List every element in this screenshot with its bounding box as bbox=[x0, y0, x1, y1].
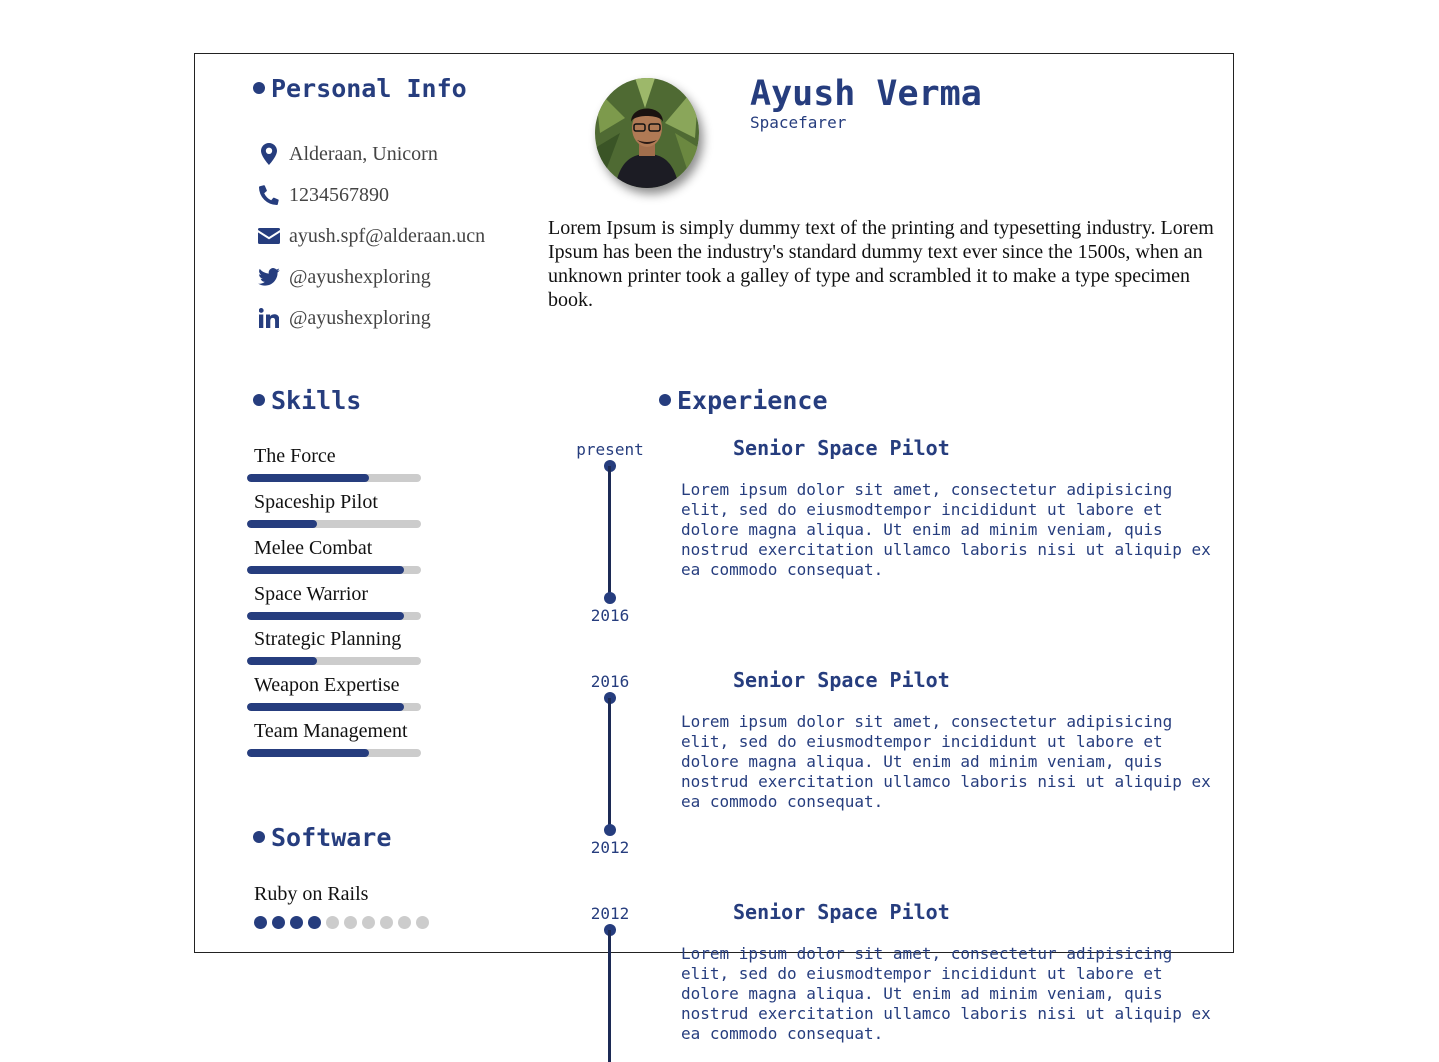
skill-progress-fill bbox=[247, 612, 404, 620]
skill-label: Weapon Expertise bbox=[254, 674, 400, 696]
skill-progress-bar bbox=[247, 749, 421, 757]
bullet-dot-icon bbox=[253, 394, 265, 406]
profile-name: Ayush Verma bbox=[750, 74, 982, 114]
twitter-link[interactable]: @ayushexploring bbox=[289, 265, 431, 288]
skill-item bbox=[247, 628, 421, 665]
skill-item bbox=[247, 720, 421, 757]
email-link[interactable]: ayush.spf@alderaan.ucn bbox=[289, 224, 486, 247]
skill-progress-fill bbox=[247, 657, 317, 665]
software-label: Ruby on Rails bbox=[254, 883, 369, 905]
envelope-icon bbox=[257, 224, 281, 248]
timeline-end-label: 2016 bbox=[590, 606, 630, 625]
skill-progress-bar bbox=[247, 474, 421, 482]
contact-location bbox=[257, 142, 438, 166]
job-description: Lorem ipsum dolor sit amet, consectetur adipisicing elit, sed do eiusmodtempor incididunt ut labore et dolore magna aliqua. Ut enim ad minim veniam, quis nostrud exercitation ullamco laboris nisi ut aliquip ex ea commodo consequat. bbox=[681, 480, 1211, 579]
timeline-line bbox=[608, 466, 611, 598]
skill-item bbox=[247, 445, 421, 482]
timeline-line bbox=[608, 698, 611, 830]
timeline-line bbox=[608, 930, 611, 1062]
skill-progress-fill bbox=[247, 474, 369, 482]
skill-progress-fill bbox=[247, 703, 404, 711]
skill-item bbox=[247, 491, 421, 528]
skill-label: Strategic Planning bbox=[254, 628, 402, 650]
rating-dot bbox=[272, 916, 285, 929]
phone-icon bbox=[257, 183, 281, 207]
bullet-dot-icon bbox=[253, 82, 265, 94]
skill-progress-bar bbox=[247, 566, 421, 574]
contact-email bbox=[257, 224, 485, 248]
linkedin-link[interactable]: @ayushexploring bbox=[289, 306, 431, 329]
rating-dot bbox=[416, 916, 429, 929]
personal-info-heading: Personal Info bbox=[253, 74, 467, 103]
job-title: Senior Space Pilot bbox=[733, 900, 950, 924]
job-description: Lorem ipsum dolor sit amet, consectetur adipisicing elit, sed do eiusmodtempor incididunt ut labore et dolore magna aliqua. Ut enim ad minim veniam, quis nostrud exercitation ullamco laboris nisi ut aliquip ex ea commodo consequat. bbox=[681, 944, 1211, 1043]
rating-dot bbox=[326, 916, 339, 929]
skill-label: Melee Combat bbox=[254, 537, 373, 559]
rating-dot bbox=[308, 916, 321, 929]
profile-summary: Lorem Ipsum is simply dummy text of the printing and typesetting industry. Lorem Ipsum has been the industry's standard dummy text ever since the 1500s, when an unknown printer took a galley of type and scrambled it to make a type specimen book. bbox=[548, 217, 1214, 311]
rating-dot bbox=[362, 916, 375, 929]
timeline-dot bbox=[604, 592, 616, 604]
skill-label: The Force bbox=[254, 445, 336, 467]
skill-progress-fill bbox=[247, 566, 404, 574]
software-rating bbox=[254, 916, 434, 929]
phone-text: 1234567890 bbox=[289, 183, 389, 206]
software-item bbox=[254, 883, 434, 929]
skill-label: Spaceship Pilot bbox=[254, 491, 378, 513]
profile-avatar bbox=[595, 78, 699, 188]
job-description: Lorem ipsum dolor sit amet, consectetur adipisicing elit, sed do eiusmodtempor incididunt ut labore et dolore magna aliqua. Ut enim ad minim veniam, quis nostrud exercitation ullamco laboris nisi ut aliquip ex ea commodo consequat. bbox=[681, 712, 1211, 811]
skill-progress-fill bbox=[247, 749, 369, 757]
twitter-icon bbox=[257, 265, 281, 289]
skill-progress-bar bbox=[247, 657, 421, 665]
map-marker-icon bbox=[257, 142, 281, 166]
contact-linkedin bbox=[257, 306, 431, 330]
skill-progress-bar bbox=[247, 703, 421, 711]
timeline-end-label: 2012 bbox=[590, 838, 630, 857]
bullet-dot-icon bbox=[659, 394, 671, 406]
skill-label: Space Warrior bbox=[254, 583, 369, 605]
timeline-start-label: 2016 bbox=[590, 672, 630, 691]
skill-item bbox=[247, 537, 421, 574]
timeline-start-label: 2012 bbox=[590, 904, 630, 923]
skills-heading: Skills bbox=[253, 386, 361, 415]
job-title: Senior Space Pilot bbox=[733, 436, 950, 460]
skill-item bbox=[247, 674, 421, 711]
rating-dot bbox=[344, 916, 357, 929]
resume-page bbox=[194, 53, 1234, 1043]
timeline-start-label: present bbox=[576, 440, 644, 459]
bullet-dot-icon bbox=[253, 831, 265, 843]
skill-progress-bar bbox=[247, 612, 421, 620]
skill-item bbox=[247, 583, 421, 620]
contact-phone bbox=[257, 183, 389, 207]
experience-heading: Experience bbox=[659, 386, 828, 415]
software-heading: Software bbox=[253, 823, 391, 852]
contact-twitter bbox=[257, 265, 431, 289]
rating-dot bbox=[290, 916, 303, 929]
linkedin-icon bbox=[257, 306, 281, 330]
timeline-dot bbox=[604, 824, 616, 836]
job-title: Senior Space Pilot bbox=[733, 668, 950, 692]
rating-dot bbox=[380, 916, 393, 929]
rating-dot bbox=[254, 916, 267, 929]
skill-progress-bar bbox=[247, 520, 421, 528]
skill-progress-fill bbox=[247, 520, 317, 528]
profile-title: Spacefarer bbox=[750, 113, 847, 132]
rating-dot bbox=[398, 916, 411, 929]
skill-label: Team Management bbox=[254, 720, 408, 742]
location-text: Alderaan, Unicorn bbox=[289, 142, 438, 165]
